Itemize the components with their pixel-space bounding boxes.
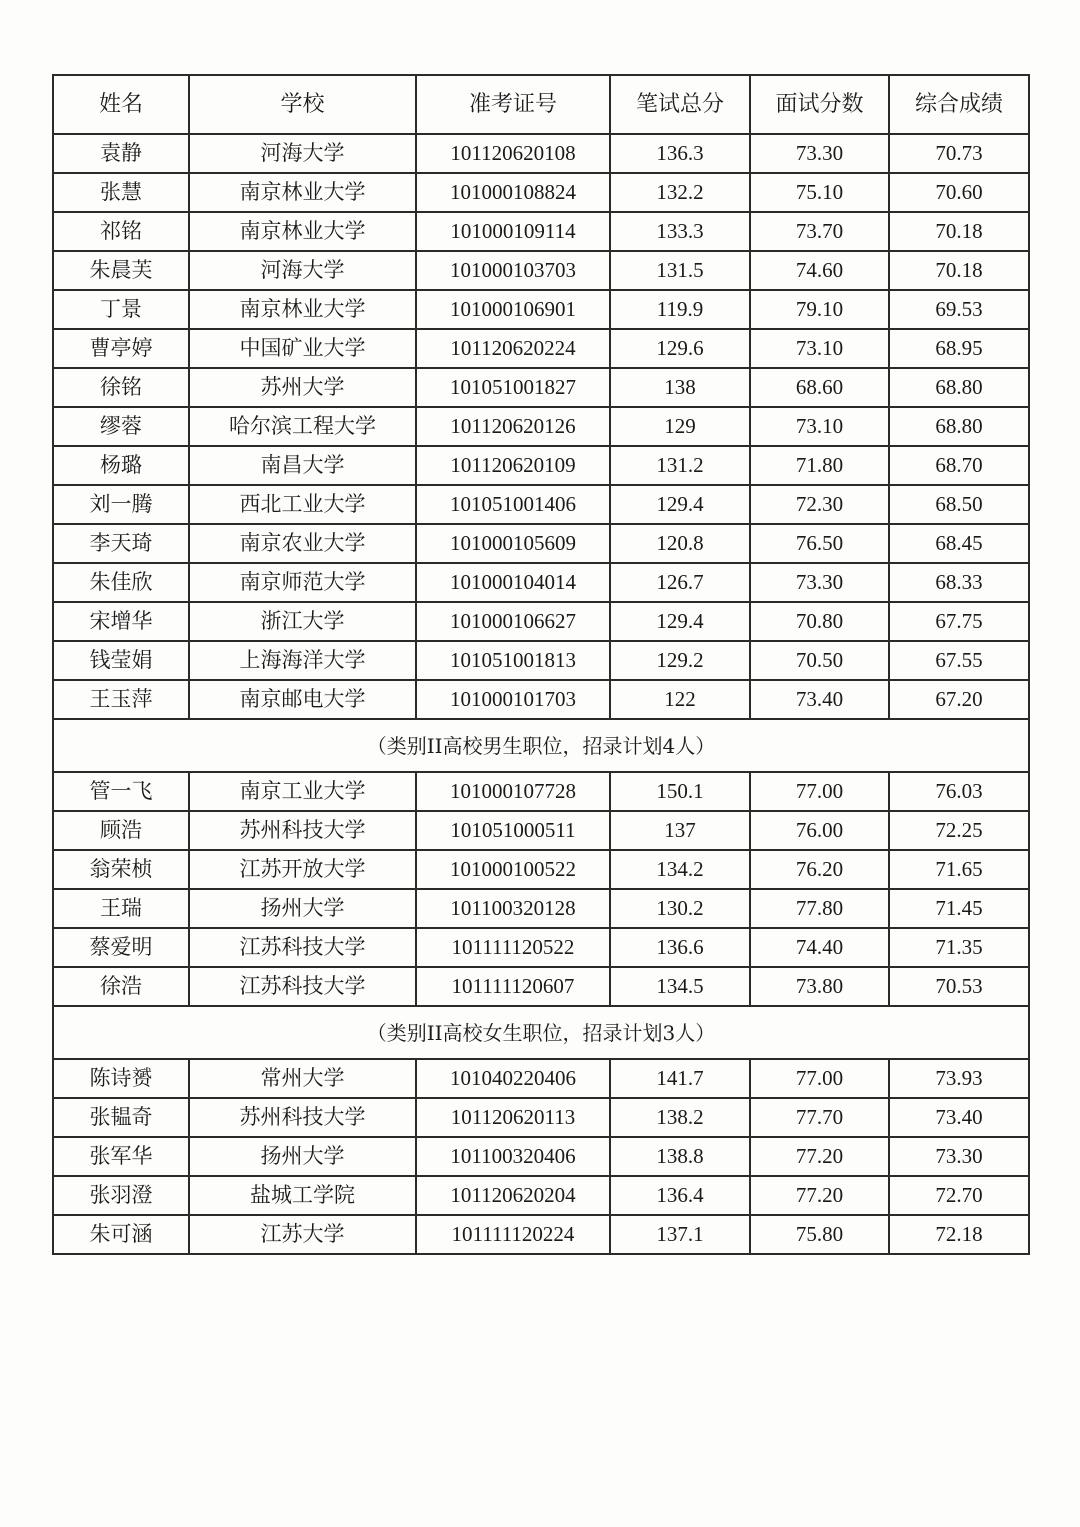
cell-school: 南京工业大学: [189, 772, 416, 811]
cell-name: 缪蓉: [53, 407, 189, 446]
table-row: [53, 524, 1029, 563]
cell-exam-id: 101000104014: [416, 563, 610, 602]
cell-interview-score: 70.50: [750, 641, 889, 680]
table-row: [53, 811, 1029, 850]
cell-total-score: 68.80: [889, 407, 1029, 446]
cell-total-score: 70.53: [889, 967, 1029, 1006]
cell-interview-score: 77.00: [750, 1059, 889, 1098]
results-table: [52, 74, 1030, 1255]
cell-school: 江苏科技大学: [189, 928, 416, 967]
table-row: [53, 485, 1029, 524]
cell-interview-score: 77.70: [750, 1098, 889, 1137]
cell-total-score: 70.73: [889, 134, 1029, 173]
cell-written-score: 132.2: [610, 173, 750, 212]
cell-name: 王玉萍: [53, 680, 189, 719]
table-row: [53, 1098, 1029, 1137]
table-row: [53, 1059, 1029, 1098]
cell-total-score: 68.95: [889, 329, 1029, 368]
table-row: [53, 1176, 1029, 1215]
cell-school: 哈尔滨工程大学: [189, 407, 416, 446]
cell-written-score: 129.4: [610, 485, 750, 524]
cell-exam-id: 101000101703: [416, 680, 610, 719]
table-row: [53, 772, 1029, 811]
cell-interview-score: 68.60: [750, 368, 889, 407]
header-interview-score: 面试分数: [750, 75, 889, 134]
cell-written-score: 136.6: [610, 928, 750, 967]
cell-exam-id: 101120620109: [416, 446, 610, 485]
cell-exam-id: 101000106627: [416, 602, 610, 641]
table-row: [53, 368, 1029, 407]
section-header-row: [53, 719, 1029, 772]
cell-interview-score: 72.30: [750, 485, 889, 524]
cell-name: 徐浩: [53, 967, 189, 1006]
table-row: [53, 928, 1029, 967]
table-row: [53, 446, 1029, 485]
cell-written-score: 138.8: [610, 1137, 750, 1176]
cell-name: 祁铭: [53, 212, 189, 251]
cell-school: 江苏科技大学: [189, 967, 416, 1006]
table-row: [53, 1215, 1029, 1254]
header-written-score: 笔试总分: [610, 75, 750, 134]
cell-interview-score: 73.80: [750, 967, 889, 1006]
header-total-score: 综合成绩: [889, 75, 1029, 134]
table-row: [53, 563, 1029, 602]
cell-exam-id: 101120620126: [416, 407, 610, 446]
table-row: [53, 1137, 1029, 1176]
cell-written-score: 136.4: [610, 1176, 750, 1215]
cell-interview-score: 73.30: [750, 563, 889, 602]
cell-interview-score: 73.40: [750, 680, 889, 719]
cell-name: 翁荣桢: [53, 850, 189, 889]
cell-school: 中国矿业大学: [189, 329, 416, 368]
table-row: [53, 602, 1029, 641]
cell-school: 南京农业大学: [189, 524, 416, 563]
cell-written-score: 134.5: [610, 967, 750, 1006]
cell-exam-id: 101100320128: [416, 889, 610, 928]
cell-school: 河海大学: [189, 134, 416, 173]
cell-exam-id: 101000109114: [416, 212, 610, 251]
cell-name: 李天琦: [53, 524, 189, 563]
table-row: [53, 212, 1029, 251]
cell-exam-id: 101000107728: [416, 772, 610, 811]
cell-written-score: 119.9: [610, 290, 750, 329]
cell-written-score: 129.4: [610, 602, 750, 641]
cell-written-score: 137.1: [610, 1215, 750, 1254]
table-row: [53, 134, 1029, 173]
cell-school: 江苏开放大学: [189, 850, 416, 889]
cell-interview-score: 73.70: [750, 212, 889, 251]
section-label: （类别II高校男生职位，招录计划4人）: [53, 719, 1029, 772]
cell-name: 蔡爱明: [53, 928, 189, 967]
cell-name: 张军华: [53, 1137, 189, 1176]
table-body: [53, 134, 1029, 1254]
cell-interview-score: 71.80: [750, 446, 889, 485]
cell-total-score: 67.55: [889, 641, 1029, 680]
cell-school: 苏州科技大学: [189, 1098, 416, 1137]
cell-school: 浙江大学: [189, 602, 416, 641]
cell-total-score: 70.18: [889, 212, 1029, 251]
cell-total-score: 72.18: [889, 1215, 1029, 1254]
cell-school: 河海大学: [189, 251, 416, 290]
cell-total-score: 72.70: [889, 1176, 1029, 1215]
cell-interview-score: 73.30: [750, 134, 889, 173]
cell-school: 常州大学: [189, 1059, 416, 1098]
cell-written-score: 141.7: [610, 1059, 750, 1098]
cell-name: 朱可涵: [53, 1215, 189, 1254]
cell-total-score: 68.50: [889, 485, 1029, 524]
table-row: [53, 680, 1029, 719]
cell-name: 钱莹娟: [53, 641, 189, 680]
cell-exam-id: 101120620108: [416, 134, 610, 173]
cell-written-score: 130.2: [610, 889, 750, 928]
cell-total-score: 71.65: [889, 850, 1029, 889]
cell-exam-id: 101051001827: [416, 368, 610, 407]
cell-written-score: 150.1: [610, 772, 750, 811]
cell-total-score: 70.18: [889, 251, 1029, 290]
cell-name: 丁景: [53, 290, 189, 329]
cell-total-score: 67.75: [889, 602, 1029, 641]
cell-interview-score: 77.80: [750, 889, 889, 928]
table-row: [53, 889, 1029, 928]
cell-school: 南京林业大学: [189, 290, 416, 329]
header-name: 姓名: [53, 75, 189, 134]
cell-interview-score: 73.10: [750, 407, 889, 446]
cell-name: 张韫奇: [53, 1098, 189, 1137]
cell-exam-id: 101111120522: [416, 928, 610, 967]
cell-written-score: 134.2: [610, 850, 750, 889]
cell-exam-id: 101040220406: [416, 1059, 610, 1098]
cell-exam-id: 101000105609: [416, 524, 610, 563]
cell-interview-score: 77.00: [750, 772, 889, 811]
cell-exam-id: 101051001406: [416, 485, 610, 524]
cell-total-score: 68.33: [889, 563, 1029, 602]
cell-total-score: 71.35: [889, 928, 1029, 967]
cell-school: 南京林业大学: [189, 173, 416, 212]
cell-written-score: 129.2: [610, 641, 750, 680]
cell-school: 苏州大学: [189, 368, 416, 407]
cell-written-score: 137: [610, 811, 750, 850]
header-exam-id: 准考证号: [416, 75, 610, 134]
cell-name: 刘一腾: [53, 485, 189, 524]
table-row: [53, 329, 1029, 368]
cell-interview-score: 74.40: [750, 928, 889, 967]
cell-school: 西北工业大学: [189, 485, 416, 524]
header-school: 学校: [189, 75, 416, 134]
cell-total-score: 69.53: [889, 290, 1029, 329]
cell-interview-score: 70.80: [750, 602, 889, 641]
table-row: [53, 407, 1029, 446]
cell-school: 扬州大学: [189, 889, 416, 928]
cell-total-score: 68.80: [889, 368, 1029, 407]
cell-name: 顾浩: [53, 811, 189, 850]
cell-written-score: 133.3: [610, 212, 750, 251]
cell-exam-id: 101120620113: [416, 1098, 610, 1137]
cell-exam-id: 101111120607: [416, 967, 610, 1006]
cell-total-score: 73.93: [889, 1059, 1029, 1098]
cell-interview-score: 77.20: [750, 1176, 889, 1215]
section-label: （类别II高校女生职位，招录计划3人）: [53, 1006, 1029, 1059]
cell-total-score: 73.40: [889, 1098, 1029, 1137]
cell-school: 南京林业大学: [189, 212, 416, 251]
cell-exam-id: 101000100522: [416, 850, 610, 889]
cell-interview-score: 75.80: [750, 1215, 889, 1254]
cell-written-score: 120.8: [610, 524, 750, 563]
cell-total-score: 76.03: [889, 772, 1029, 811]
cell-total-score: 68.45: [889, 524, 1029, 563]
cell-interview-score: 77.20: [750, 1137, 889, 1176]
cell-school: 苏州科技大学: [189, 811, 416, 850]
cell-name: 宋增华: [53, 602, 189, 641]
cell-school: 盐城工学院: [189, 1176, 416, 1215]
cell-school: 上海海洋大学: [189, 641, 416, 680]
cell-exam-id: 101000108824: [416, 173, 610, 212]
table-header: [53, 75, 1029, 134]
table-row: [53, 967, 1029, 1006]
cell-school: 扬州大学: [189, 1137, 416, 1176]
cell-exam-id: 101051000511: [416, 811, 610, 850]
cell-name: 杨璐: [53, 446, 189, 485]
cell-name: 陈诗赟: [53, 1059, 189, 1098]
cell-name: 徐铭: [53, 368, 189, 407]
cell-name: 张羽澄: [53, 1176, 189, 1215]
cell-written-score: 122: [610, 680, 750, 719]
cell-school: 南昌大学: [189, 446, 416, 485]
cell-total-score: 72.25: [889, 811, 1029, 850]
cell-name: 曹亭婷: [53, 329, 189, 368]
table-row: [53, 641, 1029, 680]
cell-exam-id: 101100320406: [416, 1137, 610, 1176]
cell-exam-id: 101000103703: [416, 251, 610, 290]
cell-written-score: 131.2: [610, 446, 750, 485]
cell-exam-id: 101120620204: [416, 1176, 610, 1215]
table-row: [53, 173, 1029, 212]
header-row: [53, 75, 1029, 134]
section-header-row: [53, 1006, 1029, 1059]
cell-interview-score: 76.20: [750, 850, 889, 889]
cell-interview-score: 76.50: [750, 524, 889, 563]
cell-written-score: 138.2: [610, 1098, 750, 1137]
cell-name: 张慧: [53, 173, 189, 212]
cell-total-score: 73.30: [889, 1137, 1029, 1176]
cell-written-score: 138: [610, 368, 750, 407]
cell-total-score: 70.60: [889, 173, 1029, 212]
cell-name: 王瑞: [53, 889, 189, 928]
cell-exam-id: 101120620224: [416, 329, 610, 368]
cell-school: 江苏大学: [189, 1215, 416, 1254]
cell-written-score: 131.5: [610, 251, 750, 290]
cell-exam-id: 101111120224: [416, 1215, 610, 1254]
cell-school: 南京邮电大学: [189, 680, 416, 719]
cell-name: 袁静: [53, 134, 189, 173]
cell-name: 朱晨芙: [53, 251, 189, 290]
cell-written-score: 129: [610, 407, 750, 446]
cell-interview-score: 74.60: [750, 251, 889, 290]
cell-written-score: 129.6: [610, 329, 750, 368]
cell-written-score: 136.3: [610, 134, 750, 173]
cell-name: 朱佳欣: [53, 563, 189, 602]
table-row: [53, 850, 1029, 889]
cell-exam-id: 101000106901: [416, 290, 610, 329]
cell-school: 南京师范大学: [189, 563, 416, 602]
cell-name: 管一飞: [53, 772, 189, 811]
cell-exam-id: 101051001813: [416, 641, 610, 680]
cell-written-score: 126.7: [610, 563, 750, 602]
cell-interview-score: 76.00: [750, 811, 889, 850]
cell-total-score: 67.20: [889, 680, 1029, 719]
table-row: [53, 290, 1029, 329]
cell-interview-score: 75.10: [750, 173, 889, 212]
table-row: [53, 251, 1029, 290]
cell-total-score: 71.45: [889, 889, 1029, 928]
cell-total-score: 68.70: [889, 446, 1029, 485]
cell-interview-score: 79.10: [750, 290, 889, 329]
cell-interview-score: 73.10: [750, 329, 889, 368]
